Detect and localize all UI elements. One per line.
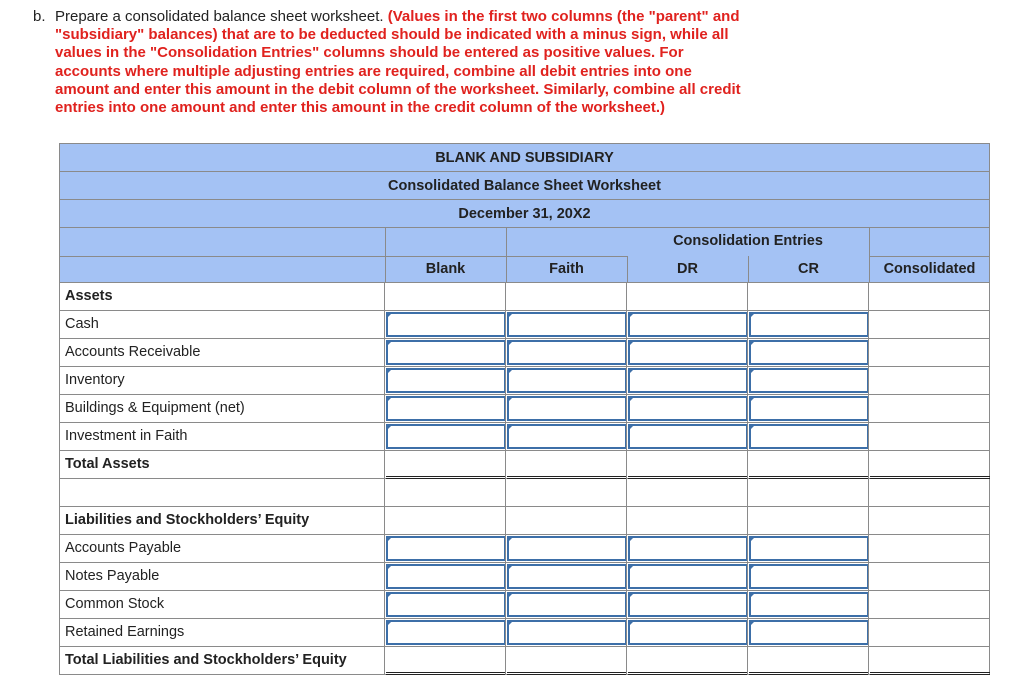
amount-input-cr[interactable] <box>749 536 869 561</box>
instructions <box>33 8 793 117</box>
cell-faith <box>505 423 626 451</box>
amount-input-blank[interactable] <box>386 340 506 365</box>
cell-dr <box>626 535 747 563</box>
worksheet-subtitle: Consolidated Balance Sheet Worksheet <box>59 171 990 199</box>
account-label: Retained Earnings <box>59 619 384 647</box>
cell-consolidated <box>868 395 990 423</box>
cell-consolidated <box>868 563 990 591</box>
amount-input-dr[interactable] <box>628 312 748 337</box>
cell-dr <box>626 479 747 507</box>
amount-input-dr[interactable] <box>628 396 748 421</box>
cell-blank <box>384 451 505 479</box>
amount-input-faith[interactable] <box>507 424 627 449</box>
amount-input-faith[interactable] <box>507 340 627 365</box>
cell-faith <box>505 451 626 479</box>
amount-input-cr[interactable] <box>749 396 869 421</box>
cell-cr <box>747 479 868 507</box>
cell-faith <box>505 507 626 535</box>
table-row <box>59 535 990 563</box>
col-header-blank: Blank <box>425 261 466 277</box>
cell-dr <box>626 423 747 451</box>
instructions-red-3: accounts where multiple adjusting entries are required, combine all debit entries into one <box>55 62 692 80</box>
amount-input-dr[interactable] <box>628 536 748 561</box>
cell-dr <box>626 339 747 367</box>
cell-consolidated <box>868 619 990 647</box>
cell-faith <box>505 535 626 563</box>
total-underline <box>870 672 990 675</box>
amount-input-faith[interactable] <box>507 368 627 393</box>
cell-consolidated <box>868 311 990 339</box>
cell-faith <box>505 395 626 423</box>
cell-consolidated <box>868 283 990 311</box>
amount-input-dr[interactable] <box>628 620 748 645</box>
amount-input-faith[interactable] <box>507 620 627 645</box>
cell-consolidated <box>868 591 990 619</box>
amount-input-dr[interactable] <box>628 340 748 365</box>
cell-consolidated <box>868 339 990 367</box>
account-label: Investment in Faith <box>59 423 384 451</box>
instructions-red-5: entries into one amount and enter this amount in the credit column of the worksheet.) <box>55 99 666 117</box>
amount-input-faith[interactable] <box>507 536 627 561</box>
cell-cr <box>747 563 868 591</box>
table-row <box>59 647 990 675</box>
total-underline <box>386 672 506 675</box>
cell-blank <box>384 647 505 675</box>
cell-blank <box>384 619 505 647</box>
instructions-first-line <box>33 8 793 26</box>
amount-input-faith[interactable] <box>507 396 627 421</box>
cell-cr <box>747 507 868 535</box>
table-row <box>59 507 990 535</box>
cell-cr <box>747 619 868 647</box>
cell-blank <box>384 395 505 423</box>
cell-cr <box>747 395 868 423</box>
amount-input-faith[interactable] <box>507 564 627 589</box>
account-label: Liabilities and Stockholders’ Equity <box>59 507 384 535</box>
instructions-red-0: (Values in the first two columns (the "parent" and <box>387 8 740 25</box>
amount-input-dr[interactable] <box>628 592 748 617</box>
table-row <box>59 311 990 339</box>
cell-dr <box>626 395 747 423</box>
table-row <box>59 591 990 619</box>
cell-cr <box>747 311 868 339</box>
account-label: Cash <box>59 311 384 339</box>
account-label: Assets <box>59 283 384 311</box>
cell-dr <box>626 451 747 479</box>
cell-consolidated <box>868 367 990 395</box>
amount-input-cr[interactable] <box>749 620 869 645</box>
amount-input-cr[interactable] <box>749 592 869 617</box>
table-row <box>59 283 990 311</box>
amount-input-cr[interactable] <box>749 368 869 393</box>
table-row <box>59 339 990 367</box>
account-label: Inventory <box>59 367 384 395</box>
instructions-red-1: "subsidiary" balances) that are to be deducted should be indicated with a minus sign, while all <box>55 26 729 44</box>
col-header-cr: CR <box>798 261 819 277</box>
worksheet-date: December 31, 20X2 <box>59 199 990 227</box>
amount-input-blank[interactable] <box>386 424 506 449</box>
cell-faith <box>505 591 626 619</box>
cell-blank <box>384 367 505 395</box>
cell-consolidated <box>868 423 990 451</box>
amount-input-dr[interactable] <box>628 564 748 589</box>
cell-blank <box>384 339 505 367</box>
amount-input-cr[interactable] <box>749 312 869 337</box>
total-underline <box>507 672 627 675</box>
table-row <box>59 423 990 451</box>
cell-consolidated <box>868 647 990 675</box>
consolidation-entries-header: Consolidation Entries <box>673 233 823 249</box>
cell-faith <box>505 339 626 367</box>
amount-input-blank[interactable] <box>386 536 506 561</box>
cell-cr <box>747 283 868 311</box>
cell-faith <box>505 479 626 507</box>
cell-dr <box>626 283 747 311</box>
account-label: Total Assets <box>59 451 384 479</box>
cell-cr <box>747 535 868 563</box>
amount-input-blank[interactable] <box>386 396 506 421</box>
cell-faith <box>505 647 626 675</box>
cell-blank <box>384 507 505 535</box>
cell-faith <box>505 563 626 591</box>
cell-cr <box>747 451 868 479</box>
col-header-consolidated: Consolidated <box>883 261 976 277</box>
table-row <box>59 563 990 591</box>
cell-blank <box>384 423 505 451</box>
amount-input-blank[interactable] <box>386 564 506 589</box>
worksheet-table <box>59 143 990 675</box>
part-letter: b. <box>33 8 46 25</box>
cell-dr <box>626 507 747 535</box>
cell-blank <box>384 563 505 591</box>
col-header-dr: DR <box>677 261 698 277</box>
account-label: Common Stock <box>59 591 384 619</box>
cell-consolidated <box>868 451 990 479</box>
account-label: Total Liabilities and Stockholders’ Equity <box>59 647 384 675</box>
instructions-red-2: values in the "Consolidation Entries" columns should be entered as positive values. For <box>55 44 684 62</box>
account-label <box>59 479 384 507</box>
amount-input-cr[interactable] <box>749 340 869 365</box>
cell-consolidated <box>868 535 990 563</box>
col-header-faith: Faith <box>549 261 584 277</box>
instructions-red-4: amount and enter this amount in the debit column of the worksheet. Similarly, combine all credit <box>55 80 741 98</box>
instructions-plain: Prepare a consolidated balance sheet worksheet. <box>55 8 384 25</box>
amount-input-blank[interactable] <box>386 312 506 337</box>
cell-blank <box>384 311 505 339</box>
cell-blank <box>384 535 505 563</box>
cell-faith <box>505 283 626 311</box>
amount-input-blank[interactable] <box>386 368 506 393</box>
amount-input-cr[interactable] <box>749 424 869 449</box>
amount-input-dr[interactable] <box>628 368 748 393</box>
cell-blank <box>384 479 505 507</box>
account-label: Accounts Payable <box>59 535 384 563</box>
cell-dr <box>626 619 747 647</box>
cell-faith <box>505 367 626 395</box>
amount-input-blank[interactable] <box>386 592 506 617</box>
account-label: Accounts Receivable <box>59 339 384 367</box>
cell-cr <box>747 647 868 675</box>
cell-cr <box>747 367 868 395</box>
table-row <box>59 479 990 507</box>
cell-cr <box>747 423 868 451</box>
account-label: Buildings & Equipment (net) <box>59 395 384 423</box>
cell-faith <box>505 311 626 339</box>
amount-input-blank[interactable] <box>386 620 506 645</box>
cell-blank <box>384 283 505 311</box>
table-row <box>59 395 990 423</box>
cell-consolidated <box>868 479 990 507</box>
table-row <box>59 619 990 647</box>
cell-dr <box>626 591 747 619</box>
amount-input-dr[interactable] <box>628 424 748 449</box>
cell-blank <box>384 591 505 619</box>
cell-cr <box>747 591 868 619</box>
cell-dr <box>626 367 747 395</box>
account-label: Notes Payable <box>59 563 384 591</box>
cell-faith <box>505 619 626 647</box>
amount-input-faith[interactable] <box>507 592 627 617</box>
cell-cr <box>747 339 868 367</box>
cell-consolidated <box>868 507 990 535</box>
column-headers <box>59 227 990 283</box>
table-row <box>59 367 990 395</box>
amount-input-cr[interactable] <box>749 564 869 589</box>
total-underline <box>628 672 748 675</box>
cell-dr <box>626 311 747 339</box>
worksheet-title: BLANK AND SUBSIDIARY <box>59 143 990 171</box>
cell-dr <box>626 647 747 675</box>
worksheet-rows <box>59 283 990 675</box>
amount-input-faith[interactable] <box>507 312 627 337</box>
cell-dr <box>626 563 747 591</box>
table-row <box>59 451 990 479</box>
total-underline <box>749 672 869 675</box>
